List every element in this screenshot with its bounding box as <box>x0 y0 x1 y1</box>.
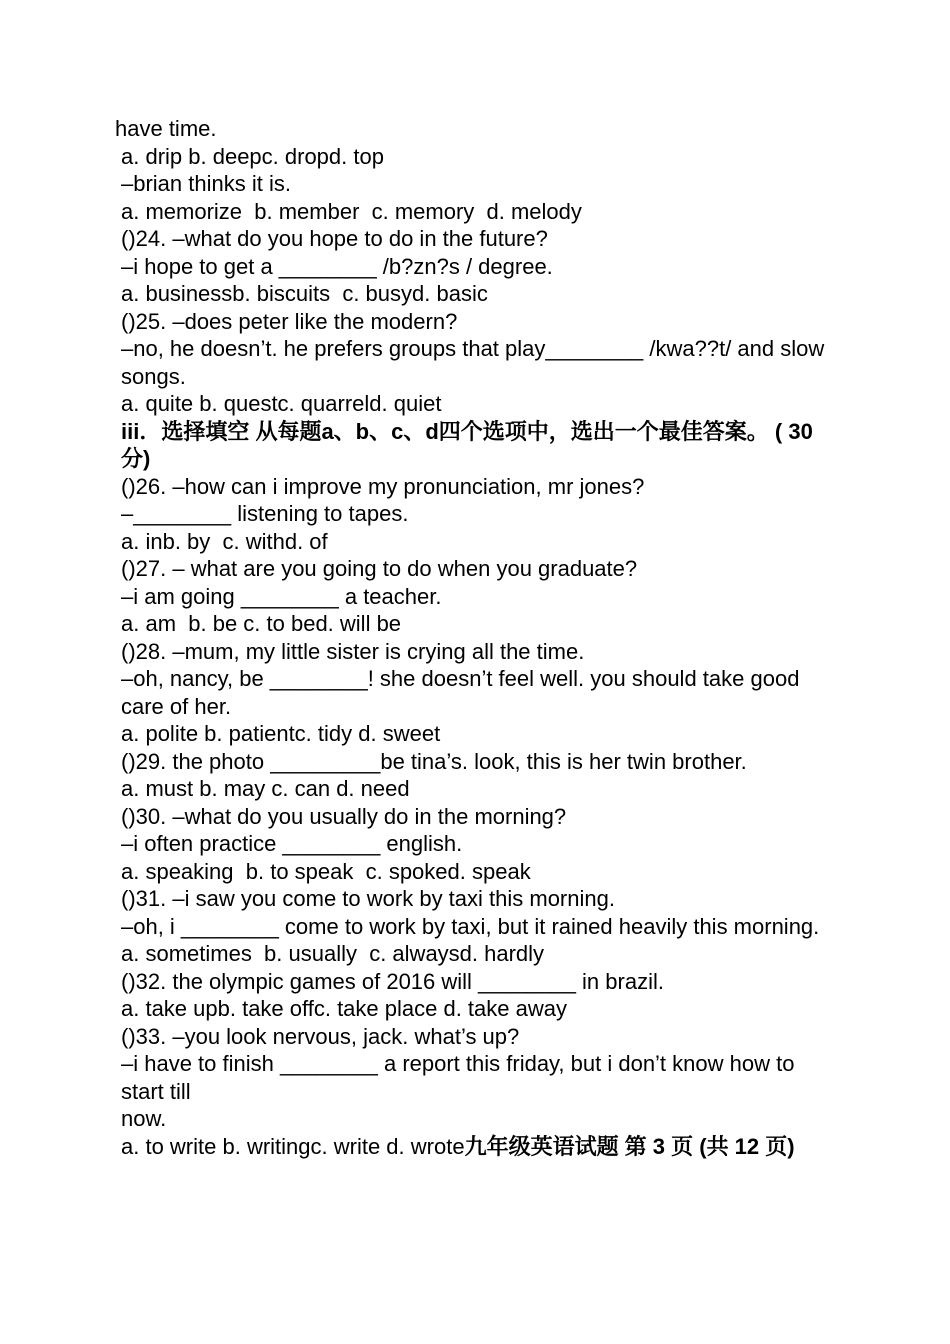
line-text: a. am b. be c. to bed. will be <box>121 611 402 636</box>
text-line <box>115 390 840 418</box>
text-line <box>115 1105 840 1133</box>
line-text: –brian thinks it is. <box>121 171 291 196</box>
line-text: a. quite b. questc. quarreld. quiet <box>121 391 442 416</box>
line-text: a. polite b. patientc. tidy d. sweet <box>121 721 441 746</box>
text-line <box>115 253 840 281</box>
line-text: ()31. –i saw you come to work by taxi this morning. <box>121 886 615 911</box>
line-text: –oh, i ________ come to work by taxi, but it rained heavily this morning. <box>121 913 820 939</box>
text-line <box>115 720 840 748</box>
text-line <box>115 528 840 556</box>
text-line <box>115 143 840 171</box>
line-text: –oh, nancy, be ________! she doesn’t feel well. you should take good care of her. <box>121 666 800 719</box>
text-line <box>115 885 840 913</box>
text-line <box>115 748 840 776</box>
text-line <box>115 115 840 143</box>
line-text: a. sometimes b. usually c. alwaysd. hardly <box>121 941 545 966</box>
line-text: –________ listening to tapes. <box>121 501 409 526</box>
text-line <box>115 665 840 720</box>
text-line <box>115 830 840 858</box>
line-text: –i am going ________ a teacher. <box>121 583 442 609</box>
text-line <box>115 968 840 996</box>
text-line <box>115 995 840 1023</box>
text-line <box>115 858 840 886</box>
line-text: iii．选择填空 从每题a、b、c、d四个选项中，选出一个最佳答案。 ( 30分) <box>121 418 813 471</box>
line-text: a. take upb. take offc. take place d. take away <box>121 996 567 1021</box>
text-line <box>115 913 840 941</box>
line-text: a. must b. may c. can d. need <box>121 776 410 801</box>
text-line-with-page-footer <box>115 1133 840 1161</box>
text-line <box>115 1050 840 1105</box>
line-text: ()25. –does peter like the modern? <box>121 308 458 334</box>
text-line <box>115 583 840 611</box>
line-text: –i have to finish ________ a report this friday, but i don’t know how to start till <box>121 1051 795 1104</box>
text-line <box>115 308 840 336</box>
line-text: now. <box>121 1106 167 1131</box>
line-text: ()24. –what do you hope to do in the future? <box>121 226 548 251</box>
line-text: ()26. –how can i improve my pronunciation, mr jones? <box>121 473 645 499</box>
page-footer: 九年级英语试题 第 3 页 (共 12 页) <box>464 1133 795 1159</box>
line-text: ()29. the photo _________be tina’s. look, this is her twin brother. <box>121 748 747 774</box>
text-line <box>115 473 840 501</box>
line-text: a. drip b. deepc. dropd. top <box>121 143 384 169</box>
line-text: a. businessb. biscuits c. busyd. basic <box>121 281 488 306</box>
line-text: a. to write b. writingc. write d. wrote <box>121 1133 465 1159</box>
line-text: have time. <box>115 116 217 141</box>
text-line <box>115 1023 840 1051</box>
text-line <box>115 775 840 803</box>
line-text: a. inb. by c. withd. of <box>121 528 328 554</box>
line-text: ()30. –what do you usually do in the morning? <box>121 803 567 829</box>
line-text: –i hope to get a ________ /b?zn?s / degree. <box>121 253 553 279</box>
text-line <box>115 940 840 968</box>
text-line <box>115 198 840 226</box>
line-text: ()32. the olympic games of 2016 will ________ in brazil. <box>121 968 664 994</box>
line-text: a. memorize b. member c. memory d. melody <box>121 198 582 224</box>
line-text: a. speaking b. to speak c. spoked. speak <box>121 858 531 884</box>
text-line <box>115 638 840 666</box>
document-page <box>115 115 840 1160</box>
text-line <box>115 555 840 583</box>
text-line <box>115 500 840 528</box>
text-line <box>115 335 840 390</box>
text-line <box>115 418 840 473</box>
line-text: ()28. –mum, my little sister is crying all the time. <box>121 638 585 664</box>
text-line <box>115 225 840 253</box>
text-line <box>115 803 840 831</box>
line-text: ()33. –you look nervous, jack. what’s up? <box>121 1023 520 1049</box>
text-line <box>115 170 840 198</box>
line-text: –no, he doesn’t. he prefers groups that play________ /kwa??t/ and slow songs. <box>121 336 825 389</box>
text-line <box>115 610 840 638</box>
text-line <box>115 280 840 308</box>
line-text: ()27. – what are you going to do when you graduate? <box>121 556 638 581</box>
line-text: –i often practice ________ english. <box>121 831 463 856</box>
